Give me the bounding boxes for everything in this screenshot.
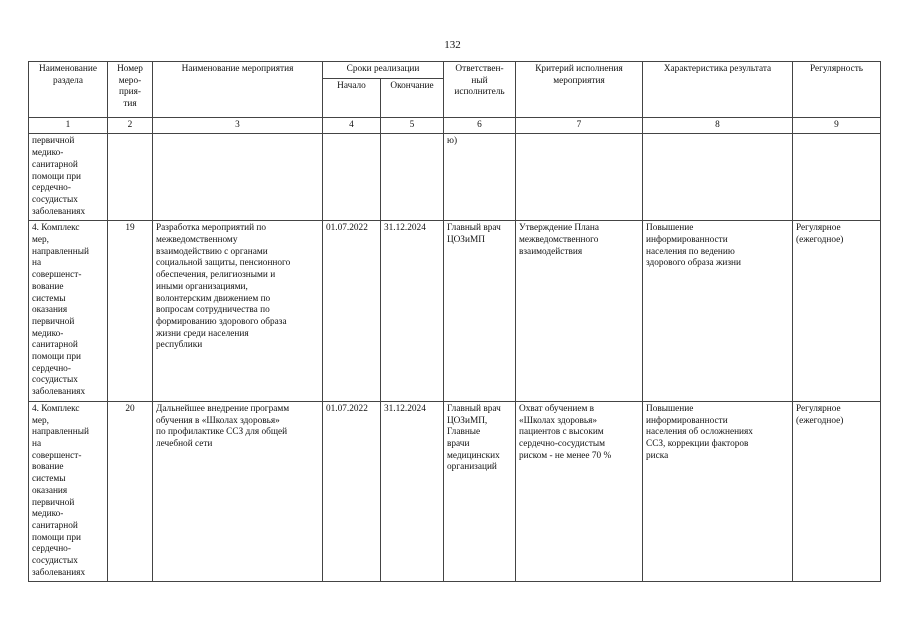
header-executor — [444, 62, 516, 118]
cell-end — [381, 401, 444, 582]
cell-regularity-line: Регулярное — [796, 403, 841, 414]
cell-event-line: взаимодействию с органами — [156, 246, 268, 257]
cell-number — [108, 401, 153, 582]
header-section-line: раздела — [53, 75, 83, 86]
cell-executor-line: ЦОЗиМП — [447, 235, 485, 246]
cell-section-line: на — [32, 438, 42, 449]
header-regularity — [793, 62, 881, 118]
header-result — [643, 62, 793, 118]
column-number: 6 — [444, 117, 516, 134]
cell-section-line: совершенст- — [32, 450, 82, 461]
column-number: 4 — [323, 117, 381, 134]
cell-section-line: сердечно- — [32, 363, 71, 374]
header-end — [381, 78, 444, 117]
cell-section-line: вование — [32, 462, 64, 473]
column-number-row — [29, 117, 881, 134]
header-regularity-line: Регулярность — [809, 64, 864, 74]
cell-section-line: первичной — [32, 497, 75, 508]
cell-section-line: 4. Комплекс — [32, 223, 80, 234]
cell-result-line: населения по ведению — [646, 246, 735, 257]
cell-event-line: лечебной сети — [156, 438, 213, 449]
cell-criterion — [516, 134, 643, 221]
cell-event-line: социальной защиты, пенсионного — [156, 258, 291, 269]
header-number-line: Номер — [117, 64, 143, 74]
header-start-line: Начало — [337, 80, 366, 91]
cell-regularity-line: (ежегодное) — [796, 415, 844, 426]
cell-section-line: помощи при — [32, 532, 82, 543]
column-number: 2 — [108, 117, 153, 134]
cell-section-line: сосудистых — [32, 375, 78, 386]
cell-section-line: санитарной — [32, 340, 78, 351]
cell-section-line: сердечно- — [32, 544, 71, 555]
cell-section-line: медико- — [32, 328, 64, 339]
column-number: 1 — [29, 117, 108, 134]
cell-criterion-line: взаимодействия — [519, 246, 583, 257]
cell-event-line: жизни среди населения — [156, 328, 249, 339]
cell-section-line: сосудистых — [32, 194, 78, 205]
cell-section-line: оказания — [32, 485, 68, 496]
cell-event-line: обеспечения, религиозными и — [156, 270, 276, 281]
header-terms — [323, 62, 444, 79]
cell-result-line: Повышение — [646, 223, 694, 234]
column-number: 3 — [153, 117, 323, 134]
cell-result — [643, 401, 793, 582]
header-criterion-line: мероприятия — [553, 75, 605, 86]
cell-event-line: иными организациями, — [156, 281, 248, 292]
header-section — [29, 62, 108, 118]
header-number-line: прия- — [119, 87, 141, 98]
cell-result-line: информированности — [646, 415, 728, 426]
cell-regularity-line: Регулярное — [796, 223, 841, 234]
cell-section — [29, 221, 108, 402]
cell-section-line: санитарной — [32, 520, 78, 531]
cell-section-line: 4. Комплекс — [32, 403, 80, 414]
cell-executor-line: медицинских — [447, 450, 500, 461]
cell-start-line: 01.07.2022 — [326, 403, 368, 414]
cell-executor-line: врачи — [447, 438, 470, 449]
header-criterion — [516, 62, 643, 118]
cell-section-line: вование — [32, 281, 64, 292]
cell-section — [29, 134, 108, 221]
header-result-line: Характеристика результата — [663, 64, 772, 74]
cell-section-line: системы — [32, 474, 66, 485]
cell-section — [29, 401, 108, 582]
cell-criterion-line: межведомственного — [519, 235, 599, 246]
cell-event-line: обучения в «Школах здоровья» — [156, 415, 280, 426]
cell-section-line: заболеваниях — [32, 387, 86, 398]
cell-event-line: волонтерским движением по — [156, 293, 271, 304]
cell-regularity — [793, 221, 881, 402]
cell-result-line: населения об осложнениях — [646, 427, 753, 438]
cell-result-line: ССЗ, коррекции факторов — [646, 438, 749, 449]
cell-start — [323, 221, 381, 402]
cell-executor — [444, 221, 516, 402]
cell-result-line: Повышение — [646, 403, 694, 414]
header-start — [323, 78, 381, 117]
cell-executor-line: организаций — [447, 462, 497, 473]
column-number: 8 — [643, 117, 793, 134]
table-row — [29, 401, 881, 582]
cell-regularity — [793, 134, 881, 221]
cell-section-line: совершенст- — [32, 270, 82, 281]
cell-criterion — [516, 401, 643, 582]
cell-criterion-line: «Школах здоровья» — [519, 415, 598, 426]
cell-event — [153, 134, 323, 221]
header-number-line: меро- — [118, 75, 142, 86]
cell-section-line: направленный — [32, 427, 89, 438]
cell-section-line: медико- — [32, 509, 64, 520]
cell-section-line: медико- — [32, 148, 64, 159]
cell-section-line: мер, — [32, 415, 49, 426]
cell-executor — [444, 134, 516, 221]
header-terms-line: Сроки реализации — [346, 64, 420, 74]
cell-regularity-line: (ежегодное) — [796, 235, 844, 246]
cell-number — [108, 221, 153, 402]
cell-section-line: мер, — [32, 235, 49, 246]
cell-event-line: республики — [156, 340, 203, 351]
cell-event — [153, 401, 323, 582]
header-section-line: Наименование — [39, 64, 97, 74]
cell-event-line: вопросам сотрудничества по — [156, 305, 270, 316]
cell-section-line: помощи при — [32, 352, 82, 363]
header-end-line: Окончание — [390, 80, 434, 91]
cell-section-line: заболеваниях — [32, 567, 86, 578]
cell-result-line: здорового образа жизни — [646, 258, 742, 269]
cell-section-line: помощи при — [32, 171, 82, 182]
cell-criterion-line: Охват обучением в — [519, 403, 595, 414]
plan-table — [28, 61, 881, 582]
header-executor-line: исполнитель — [454, 87, 505, 98]
cell-section-line: сосудистых — [32, 556, 78, 567]
header-executor-line: Ответствен- — [455, 64, 504, 74]
cell-executor-line: Главные — [447, 427, 481, 438]
header-event — [153, 62, 323, 118]
cell-start — [323, 401, 381, 582]
header-executor-line: ный — [471, 75, 488, 86]
cell-section-line: оказания — [32, 305, 68, 316]
column-number: 7 — [516, 117, 643, 134]
cell-event-line: межведомственному — [156, 235, 238, 246]
cell-executor-line: Главный врач — [447, 223, 501, 234]
cell-number-line: 19 — [125, 223, 135, 234]
table-row — [29, 134, 881, 221]
cell-section-line: заболеваниях — [32, 206, 86, 217]
table-row — [29, 221, 881, 402]
cell-section-line: первичной — [32, 136, 75, 147]
cell-result — [643, 134, 793, 221]
header-number-line: тия — [123, 99, 137, 110]
cell-executor-line: Главный врач — [447, 403, 501, 414]
cell-criterion — [516, 221, 643, 402]
cell-result-line: риска — [646, 450, 669, 461]
cell-event-line: по профилактике ССЗ для общей — [156, 427, 288, 438]
cell-section-line: сердечно- — [32, 183, 71, 194]
header-number — [108, 62, 153, 118]
cell-criterion-line: риском - не менее 70 % — [519, 450, 612, 461]
cell-criterion-line: сердечно-сосудистым — [519, 438, 606, 449]
cell-section-line: направленный — [32, 246, 89, 257]
column-number: 9 — [793, 117, 881, 134]
header-event-line: Наименование мероприятия — [181, 64, 294, 74]
cell-executor — [444, 401, 516, 582]
cell-regularity — [793, 401, 881, 582]
cell-result-line: информированности — [646, 235, 728, 246]
cell-result — [643, 221, 793, 402]
cell-event — [153, 221, 323, 402]
cell-criterion-line: пациентов с высоким — [519, 427, 604, 438]
cell-number — [108, 134, 153, 221]
cell-section-line: санитарной — [32, 159, 78, 170]
page-number: 132 — [444, 39, 461, 51]
cell-event-line: Дальнейшее внедрение программ — [156, 403, 290, 414]
cell-end-line: 31.12.2024 — [384, 403, 426, 414]
cell-end-line: 31.12.2024 — [384, 223, 426, 234]
cell-executor-line: ю) — [447, 136, 458, 147]
column-number: 5 — [381, 117, 444, 134]
cell-start — [323, 134, 381, 221]
cell-number-line: 20 — [125, 403, 135, 414]
cell-section-line: системы — [32, 293, 66, 304]
header-criterion-line: Критерий исполнения — [535, 64, 623, 74]
cell-section-line: на — [32, 258, 42, 269]
cell-end — [381, 221, 444, 402]
cell-end — [381, 134, 444, 221]
cell-criterion-line: Утверждение Плана — [519, 223, 600, 234]
header-row — [29, 62, 881, 79]
cell-start-line: 01.07.2022 — [326, 223, 368, 234]
cell-event-line: формированию здорового образа — [156, 316, 287, 327]
cell-event-line: Разработка мероприятий по — [156, 223, 267, 234]
cell-executor-line: ЦОЗиМП, — [447, 415, 488, 426]
cell-section-line: первичной — [32, 316, 75, 327]
